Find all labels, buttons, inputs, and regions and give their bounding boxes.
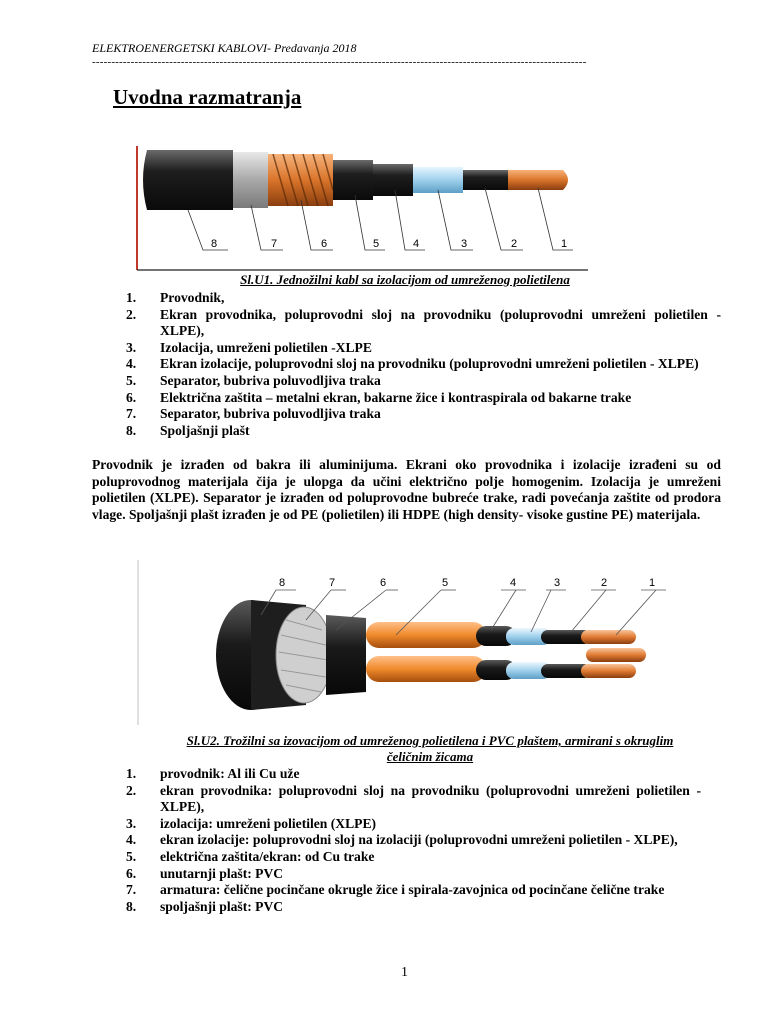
fig2-label: 2 [601, 577, 608, 589]
list-item: 7. armatura: čelične pocinčane okrugle žice i spirala-zavojnica od pocinčane čelične trake [126, 882, 665, 898]
fig1-label: 6 [321, 238, 328, 250]
list-item: 2. ekran provodnika: poluprovodni sloj na provodniku (poluprovodni umreženi polietilen - XLPE), [126, 782, 701, 815]
figure1-legend-list [126, 290, 721, 439]
fig2-label: 4 [510, 577, 517, 589]
list-item: 6. unutarnji plašt: PVC [126, 865, 284, 881]
header-separator: -------------------------------------------------------------------------------------------------------------------------------- [92, 56, 587, 68]
fig1-label: 8 [211, 238, 218, 250]
list-item: 8. spoljašnji plašt: PVC [126, 898, 284, 914]
fig1-label: 2 [511, 238, 518, 250]
list-item: 3. Izolacija, umreženi polietilen -XLPE [126, 339, 372, 355]
fig2-label: 6 [380, 577, 387, 589]
list-item: 6. Električna zaštita – metalni ekran, bakarne žice i kontraspirala od bakarne trake [126, 389, 632, 405]
list-item: 2. Ekran provodnika, poluprovodni sloj na provodniku (poluprovodni umreženi polietilen - XLPE), [126, 306, 721, 339]
list-item: 4. ekran izolacije: poluprovodni sloj na izolaciji (poluprovodni umreženi polietilen - XLPE), [126, 832, 678, 848]
list-item: 4. Ekran izolacije, poluprovodni sloj na provodniku (poluprovodni umreženi polietilen - XLPE) [126, 356, 699, 372]
running-header: ELEKTROENERGETSKI KABLOVI- Predavanja 2018 [92, 41, 357, 55]
list-item: 8. Spoljašnji plašt [126, 422, 250, 438]
list-item: 1. Provodnik, [126, 290, 225, 305]
body-paragraph: Provodnik je izrađen od bakra ili aluminijuma. Ekrani oko provodnika i izolacije izrađeni su od poluprovodnog materijala čija je ulopga da učini električno polje homogenim. Izolacija je umreženi polietilen (XLPE). Separator je izrađen od poluprovodne bubreće trake, radi povećanja zaštite od prodora vlage. Spoljašnji plašt izrađen je od PE (polietilen) ili HDPE (high density- visoke gustine PE) materijala. [92, 457, 721, 522]
figure1-caption: Sl.U1. Jednožilni kabl sa izolacijom od umreženog polietilena [240, 272, 570, 287]
fig2-label: 8 [279, 577, 286, 589]
fig1-label: 3 [461, 238, 468, 250]
list-item: 5. električna zaštita/ekran: od Cu trake [126, 848, 375, 864]
figure2-caption: Sl.U2. Trožilni sa izovacijom od umreženog polietilena i PVC plaštem, armirani s okruglim čeličnim žicama [186, 733, 674, 764]
fig2-label: 3 [554, 577, 561, 589]
section-title: Uvodna razmatranja [113, 85, 302, 109]
sheath-layer [143, 150, 233, 210]
fig2-label: 7 [329, 577, 336, 589]
figure-three-core-cable [136, 560, 666, 730]
list-item: 5. Separator, bubriva poluvodljiva traka [126, 372, 381, 388]
figure2-legend-list [126, 766, 701, 915]
fig2-label: 5 [442, 577, 449, 589]
list-item: 7. Separator, bubriva poluvodljiva traka [126, 406, 381, 422]
list-item: 3. izolacija: umreženi polietilen (XLPE) [126, 815, 377, 831]
fig1-label: 1 [561, 238, 568, 250]
fig1-label: 5 [373, 238, 380, 250]
list-item: 1. provodnik: Al ili Cu uže [126, 766, 300, 781]
figure-single-core-cable [133, 140, 593, 275]
page-number: 1 [401, 965, 408, 980]
fig1-label: 7 [271, 238, 278, 250]
fig2-label: 1 [649, 577, 656, 589]
fig1-label: 4 [413, 238, 420, 250]
